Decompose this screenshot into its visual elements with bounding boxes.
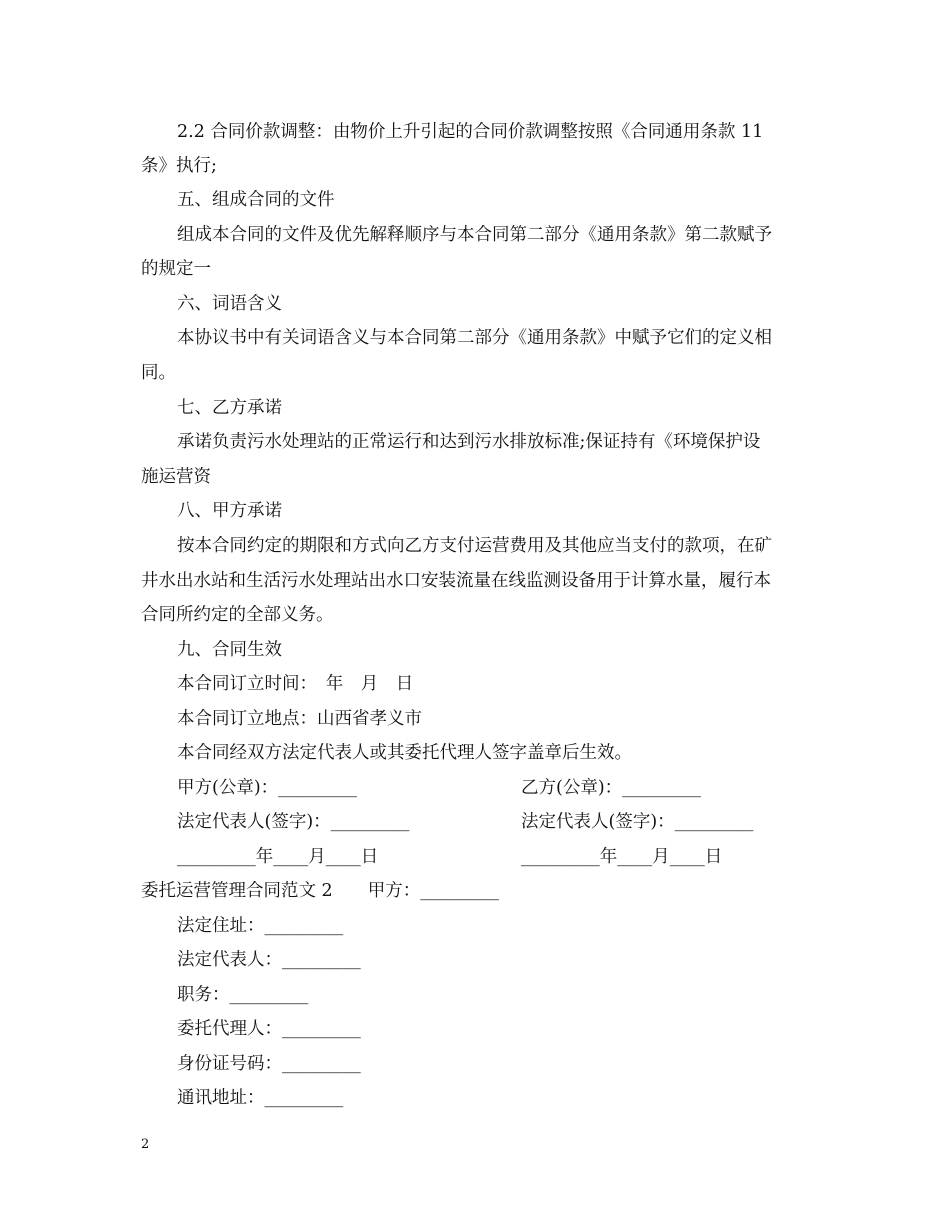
party-a-representative: 法定代表人(签字)：_________ [177,812,410,832]
heading-section-9: 九、合同生效 [177,640,282,660]
party-a-seal: 甲方(公章)：_________ [177,778,357,798]
heading-section-7: 七、乙方承诺 [177,398,282,418]
agent-field: 委托代理人：_________ [177,1019,361,1039]
party-a-date: _________年____月____日 [177,847,379,867]
section-7-text-line-1: 承诺负责污水处理站的正常运行和达到污水排放标准;保证持有《环境保护设 [177,432,761,452]
section-6-text-line-1: 本协议书中有关词语含义与本合同第二部分《通用条款》中赋予它们的定义相 [177,328,772,348]
party-b-seal: 乙方(公章)：_________ [521,778,701,798]
section-8-text-line-1: 按本合同约定的期限和方式向乙方支付运营费用及其他应当支付的款项，在矿 [177,536,772,556]
party-b-date: _________年____月____日 [521,847,723,867]
party-b-representative: 法定代表人(签字)：_________ [521,812,754,832]
page-number: 2 [141,1137,150,1152]
section-7-text-line-2: 施运营资 [141,467,211,487]
id-number-field: 身份证号码：_________ [177,1054,361,1074]
section-5-text-line-2: 的规定一 [141,259,211,279]
signing-place: 本合同订立地点：山西省孝义市 [177,709,422,729]
position-field: 职务：_________ [177,985,309,1005]
heading-section-6: 六、词语含义 [177,294,282,314]
template-2-title-line: 委托运营管理合同范文 2 甲方：_________ [141,881,499,901]
section-8-text-line-2: 井水出水站和生活污水处理站出水口安装流量在线监测设备用于计算水量，履行本 [141,571,771,591]
clause-2-2-line-2: 条》执行; [141,156,217,176]
section-5-text-line-1: 组成本合同的文件及优先解释顺序与本合同第二部分《通用条款》第二款赋予 [177,225,772,245]
heading-section-8: 八、甲方承诺 [177,501,282,521]
contact-address-field: 通讯地址：_________ [177,1088,344,1108]
effective-clause: 本合同经双方法定代表人或其委托代理人签字盖章后生效。 [177,743,632,763]
section-6-text-line-2: 同。 [141,363,176,383]
heading-section-5: 五、组成合同的文件 [177,190,335,210]
legal-representative-field: 法定代表人：_________ [177,950,361,970]
section-8-text-line-3: 合同所约定的全部义务。 [141,605,334,625]
legal-address-field: 法定住址：_________ [177,916,344,936]
signing-time: 本合同订立时间： 年 月 日 [177,674,414,694]
clause-2-2-line-1: 2.2 合同价款调整：由物价上升引起的合同价款调整按照《合同通用条款 11 [177,122,764,142]
